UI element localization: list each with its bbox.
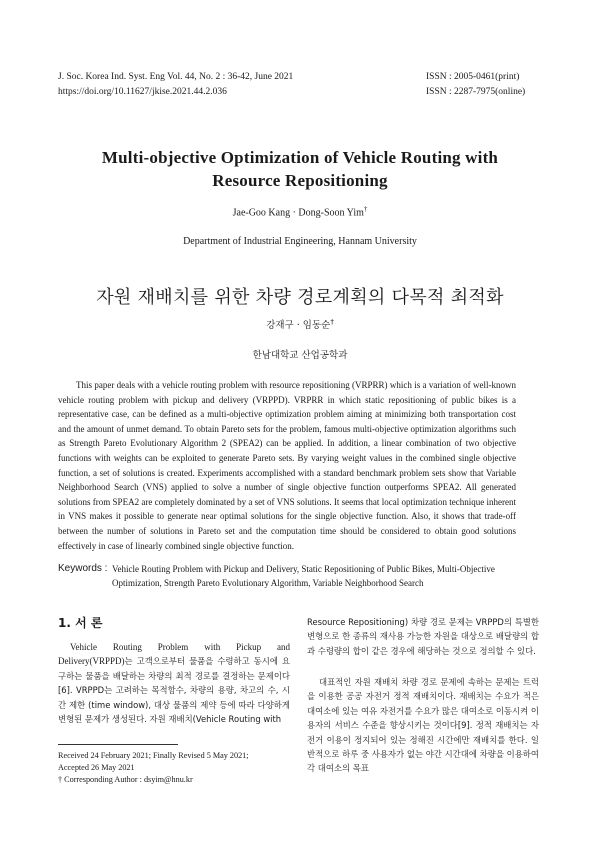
journal-citation: J. Soc. Korea Ind. Syst. Eng Vol. 44, No. 2 : 36-42, June 2021 (58, 72, 294, 82)
issn-block (426, 70, 525, 100)
footnote-divider (58, 744, 178, 745)
footnote-dagger: † (58, 775, 63, 784)
intro-left-english: Vehicle Routing Problem with Pickup and Delivery(VRPPD) (58, 642, 290, 667)
authors-korean (0, 317, 600, 331)
keywords-list: Vehicle Routing Problem with Pickup and Delivery, Static Repositioning of Public Bikes, Multi-Objective Optimization, Strength Pareto Evolutionary Algorithm, Variable Neighborhood Search (112, 564, 495, 588)
section-title-introduction: 1. 서 론 (58, 616, 103, 630)
intro-paragraph-left (58, 640, 290, 726)
title-english-line1: Multi-objective Optimization of Vehicle Routing with (101, 148, 499, 167)
title-english (40, 146, 560, 192)
intro-left-korean: 는 고객으로부터 물품을 수령하고 동시에 요구하는 물품을 배달하는 차량의 최적 경로를 결정하는 문제이다[6]. VRPPD는 고려하는 목적함수, 차량의 용량, 차고의 수, 시간 제한 (time window), 대상 물품의 제약 등에 따라 다양하게 변형된 문제가 생성된다. 자원 재배치(Vehicle Routing with (58, 656, 290, 725)
footnote-author: Corresponding Author : dsyim@hnu.kr (64, 775, 193, 784)
issn-print: ISSN : 2005-0461(print) (426, 72, 520, 82)
affiliation-english: Department of Industrial Engineering, Hannam University (183, 236, 417, 247)
doi-link[interactable]: https://doi.org/10.11627/jkise.2021.44.2.036 (58, 87, 227, 97)
title-english-line2: Resource Repositioning (212, 171, 388, 190)
footnote-corresponding (58, 774, 298, 786)
intro-paragraph-right-1: Resource Repositioning) 차량 경로 문제는 VRPPD의 특별한 변형으로 한 종류의 재사용 가능한 자원을 대상으로 배달량의 합과 수령량의 합이 같은 경우에 해당하는 것으로 정의할 수 있다. (307, 617, 539, 656)
issn-online: ISSN : 2287-7975(online) (426, 87, 526, 97)
journal-header (58, 70, 293, 100)
authors-english (0, 205, 600, 218)
footnote-received: Received 24 February 2021; Finally Revised 5 May 2021; (58, 751, 249, 760)
corresponding-mark: † (363, 205, 368, 213)
affiliation-korean: 한남대학교 산업공학과 (252, 350, 348, 361)
abstract: This paper deals with a vehicle routing problem with resource repositioning (VRPRR) which is a variation of well-known vehicle routing problem with pickup and delivery (VRPPD). VRPRR in which static repositioning of public bikes is a representative case, can be defined as a multi-objective optimization problem aiming at minimizing both transportation cost and the amount of unmet demand. To obtain Pareto sets for the problem, famous multi-objective optimization algorithms such as Strength Pareto Evolutionary Algorithm 2 (SPEA2) can be applied. In addition, a linear combination of two objective functions with weights can be exploited to generate Pareto sets. By varying weight values in the combined single objective function, a set of solutions is created. Experiments accomplished with a standard benchmark problem sets show that Variable Neighborhood Search (VNS) applied to solve a number of single objective function outperforms SPEA2. All generated solutions from SPEA2 are completely dominated by a set of VNS solutions. It seems that local optimization technique inherent in VNS makes it possible to generate near optimal solutions for the single objective function. Also, it shows that trade-off between the number of solutions in Pareto set and the computation time should be considered to obtain good solutions effectively in case of linearly combined single objective function. (58, 380, 516, 551)
intro-paragraph-right-2: 대표적인 자원 재배치 차량 경로 문제에 속하는 문제는 트럭을 이용한 공공 자전거 정적 재배치이다. 재배치는 수요가 적은 대여소에 있는 여유 자전거를 수요가 많은 대여소로 이동시켜 이용자의 서비스 수준을 향상시키는 것이다[9]. 정적 재배치는 자전거 이용이 정지되어 있는 정해진 시간에만 재배치를 한다. 일반적으로 하루 중 사용자가 없는 야간 시간대에 차량을 이용하여 각 대여소의 목표 (307, 677, 539, 774)
footnotes (58, 750, 298, 786)
authors-korean-names: 강재구 · 임동순 (266, 320, 331, 331)
footnote-accepted: Accepted 26 May 2021 (58, 763, 135, 772)
title-korean: 자원 재배치를 위한 차량 경로계획의 다목적 최적화 (96, 287, 504, 308)
authors-english-names: Jae-Goo Kang · Dong-Soon Yim (232, 207, 364, 219)
keywords-block (58, 562, 528, 590)
keywords-label: Keywords : (58, 563, 108, 574)
corresponding-mark-ko: † (330, 317, 334, 326)
